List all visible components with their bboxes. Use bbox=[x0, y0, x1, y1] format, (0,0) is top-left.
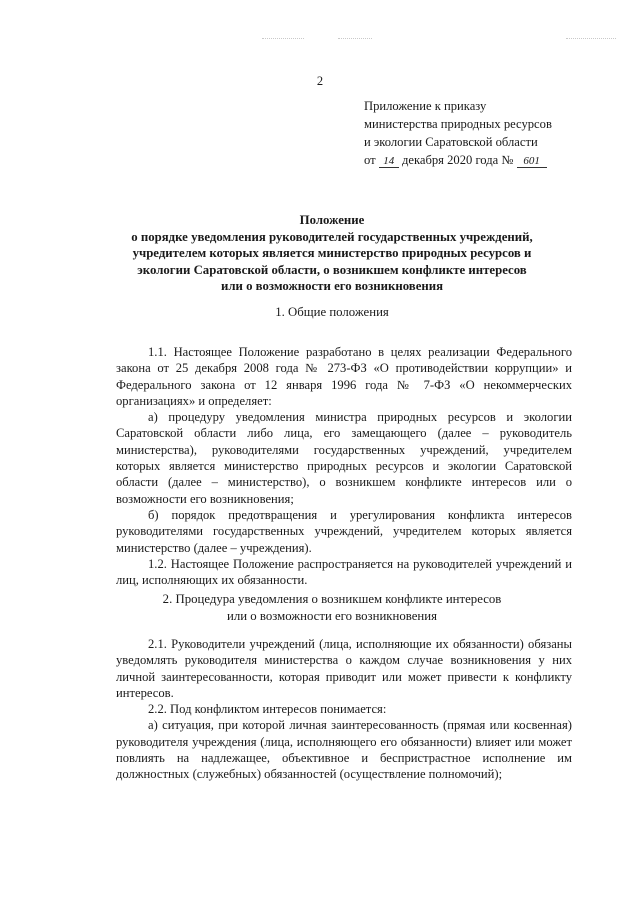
appendix-line: и экологии Саратовской области bbox=[364, 135, 538, 149]
paragraph: а) процедуру уведомления министра природных ресурсов и экологии Саратовской области либо лица, его замещающего (далее – руководитель министерства), руководителями государственных учреждений, учредителем которых является министерство природных ресурсов и экологии Саратовской области (далее – министерство), о возникшем конфликте интересов или о возможности его возникновения; bbox=[116, 410, 572, 506]
paragraph: 1.1. Настоящее Положение разработано в целях реализации Федерального закона от 25 декабря 2008 года № 273-ФЗ «О противодействии коррупции» и Федерального закона от 12 января 1996 года № 7-ФЗ «О некоммерческих организациях» и определяет: bbox=[116, 345, 572, 408]
section-1-heading bbox=[100, 304, 564, 321]
scan-artifact bbox=[338, 38, 372, 45]
section-2-body bbox=[116, 636, 572, 783]
section-heading-text: 2. Процедура уведомления о возникшем конфликте интересов bbox=[162, 592, 502, 606]
title-line: Положение bbox=[299, 213, 365, 227]
appendix-line: Приложение к приказу bbox=[364, 99, 487, 113]
title-line: или о возможности его возникновения bbox=[220, 279, 444, 293]
appendix-date-line bbox=[364, 151, 604, 169]
section-heading-text: или о возможности его возникновения bbox=[226, 608, 438, 623]
section-1-body bbox=[116, 344, 572, 588]
document-title bbox=[100, 212, 564, 295]
title-line: о порядке уведомления руководителей государственных учреждений, bbox=[131, 229, 533, 244]
title-line: экологии Саратовской области, о возникшем конфликте интересов bbox=[137, 262, 527, 277]
appendix-line: министерства природных ресурсов bbox=[364, 117, 552, 131]
paragraph: а) ситуация, при которой личная заинтересованность (прямая или косвенная) руководителя учреждения (лица, исполняющего его обязанности) влияет или может повлиять на надлежащее, объективное и беспристрастное исполнение им должностных (служебных) обязанностей (осуществление полномочий); bbox=[116, 718, 572, 782]
scan-artifact bbox=[566, 38, 616, 45]
title-line: учредителем которых является министерство природных ресурсов и bbox=[132, 246, 532, 260]
section-2-heading bbox=[100, 591, 564, 624]
paragraph: 1.2. Настоящее Положение распространяется на руководителей учреждений и лиц, исполняющих их обязанности. bbox=[116, 556, 572, 588]
section-heading-text: 1. Общие положения bbox=[275, 305, 389, 319]
handwritten-day: 14 bbox=[379, 155, 399, 168]
page-number: 2 bbox=[316, 74, 324, 88]
paragraph: б) порядок предотвращения и урегулирования конфликта интересов руководителями государственных учреждений, учредителем которых является министерство (далее – учреждения). bbox=[116, 507, 572, 555]
date-prefix: от bbox=[364, 153, 376, 167]
date-text: декабря 2020 года № bbox=[401, 153, 514, 167]
handwritten-order-number: 601 bbox=[517, 155, 547, 168]
paragraph: 2.1. Руководители учреждений (лица, исполняющие их обязанности) обязаны уведомлять руководителя министерства о каждом случае возникновения у них личной заинтересованности, которая приводит или может привести к конфликту интересов. bbox=[116, 637, 572, 700]
appendix-block bbox=[364, 97, 604, 169]
paragraph: 2.2. Под конфликтом интересов понимается: bbox=[148, 702, 387, 717]
scan-artifact bbox=[262, 38, 304, 45]
